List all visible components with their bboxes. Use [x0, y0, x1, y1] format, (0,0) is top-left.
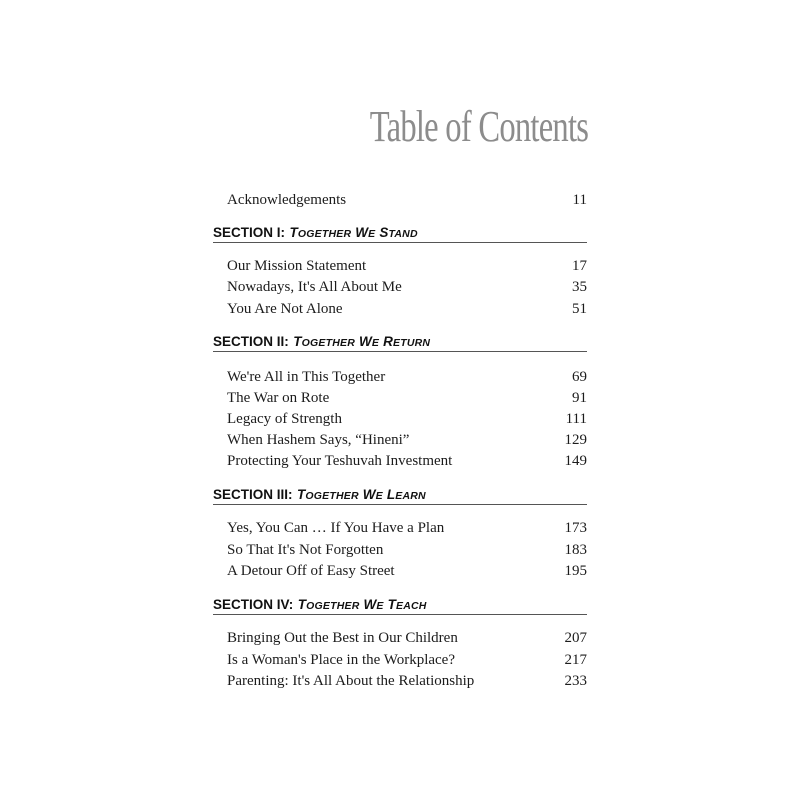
- entry-title: A Detour Off of Easy Street: [227, 562, 395, 579]
- toc-entry[interactable]: [227, 560, 587, 582]
- section-heading-4: [213, 596, 587, 618]
- toc-entry[interactable]: [227, 517, 587, 539]
- entry-page: 149: [564, 452, 587, 469]
- entry-page: 233: [564, 672, 587, 689]
- entry-title: Yes, You Can … If You Have a Plan: [227, 519, 445, 536]
- section-rule: [213, 242, 587, 243]
- section-heading-3: [213, 486, 587, 508]
- entry-title: Acknowledgements: [227, 191, 347, 208]
- entry-page: 69: [572, 368, 587, 385]
- section-subtitle: TOGETHER WE RETURN: [293, 334, 431, 349]
- toc-entry[interactable]: [227, 276, 587, 298]
- section-heading-1: [213, 224, 587, 246]
- toc-entry[interactable]: [227, 387, 587, 409]
- entry-title: Legacy of Strength: [227, 410, 342, 427]
- entry-title: The War on Rote: [227, 389, 330, 406]
- toc-entry[interactable]: [227, 649, 587, 671]
- toc-entry[interactable]: [227, 670, 587, 692]
- entry-title: Parenting: It's All About the Relationship: [227, 672, 475, 689]
- entry-title: Is a Woman's Place in the Workplace?: [227, 651, 455, 668]
- section-label: SECTION I:: [213, 225, 286, 240]
- entry-page: 207: [564, 629, 587, 646]
- entry-page: 129: [564, 431, 587, 448]
- entry-page: 195: [564, 562, 587, 579]
- toc-entry[interactable]: [227, 408, 587, 430]
- section-subtitle: TOGETHER WE LEARN: [296, 487, 426, 502]
- section-rule: [213, 504, 587, 505]
- entry-page: 183: [564, 541, 587, 558]
- entry-page: 17: [572, 257, 587, 274]
- section-rule: [213, 351, 587, 352]
- page-title: Table of Contents: [369, 102, 588, 151]
- entry-page: 217: [564, 651, 587, 668]
- entry-page: 51: [572, 300, 587, 317]
- entry-title: You Are Not Alone: [227, 300, 343, 317]
- toc-entry[interactable]: [227, 255, 587, 277]
- entry-title: Bringing Out the Best in Our Children: [227, 629, 458, 646]
- entry-title: Our Mission Statement: [227, 257, 367, 274]
- entry-title: Nowadays, It's All About Me: [227, 278, 402, 295]
- toc-entry[interactable]: [227, 450, 587, 472]
- toc-entry[interactable]: [227, 539, 587, 561]
- section-subtitle: TOGETHER WE TEACH: [297, 597, 427, 612]
- section-rule: [213, 614, 587, 615]
- entry-page: 91: [572, 389, 587, 406]
- section-label: SECTION IV:: [213, 597, 294, 612]
- entry-page: 35: [572, 278, 587, 295]
- toc-entry[interactable]: [227, 627, 587, 649]
- entry-title: We're All in This Together: [227, 368, 386, 385]
- section-label: SECTION III:: [213, 487, 293, 502]
- section-subtitle: TOGETHER WE STAND: [289, 225, 418, 240]
- toc-entry[interactable]: [227, 366, 587, 388]
- section-heading-2: [213, 333, 587, 355]
- toc-entry[interactable]: [227, 429, 587, 451]
- entry-title: When Hashem Says, “Hineni”: [227, 431, 410, 448]
- section-label: SECTION II:: [213, 334, 289, 349]
- entry-page: 111: [565, 410, 587, 427]
- toc-entry[interactable]: [227, 298, 587, 320]
- entry-title: So That It's Not Forgotten: [227, 541, 384, 558]
- entry-page: 11: [572, 191, 587, 208]
- entry-page: 173: [564, 519, 587, 536]
- toc-entry-acknowledgements[interactable]: [227, 189, 587, 211]
- entry-title: Protecting Your Teshuvah Investment: [227, 452, 453, 469]
